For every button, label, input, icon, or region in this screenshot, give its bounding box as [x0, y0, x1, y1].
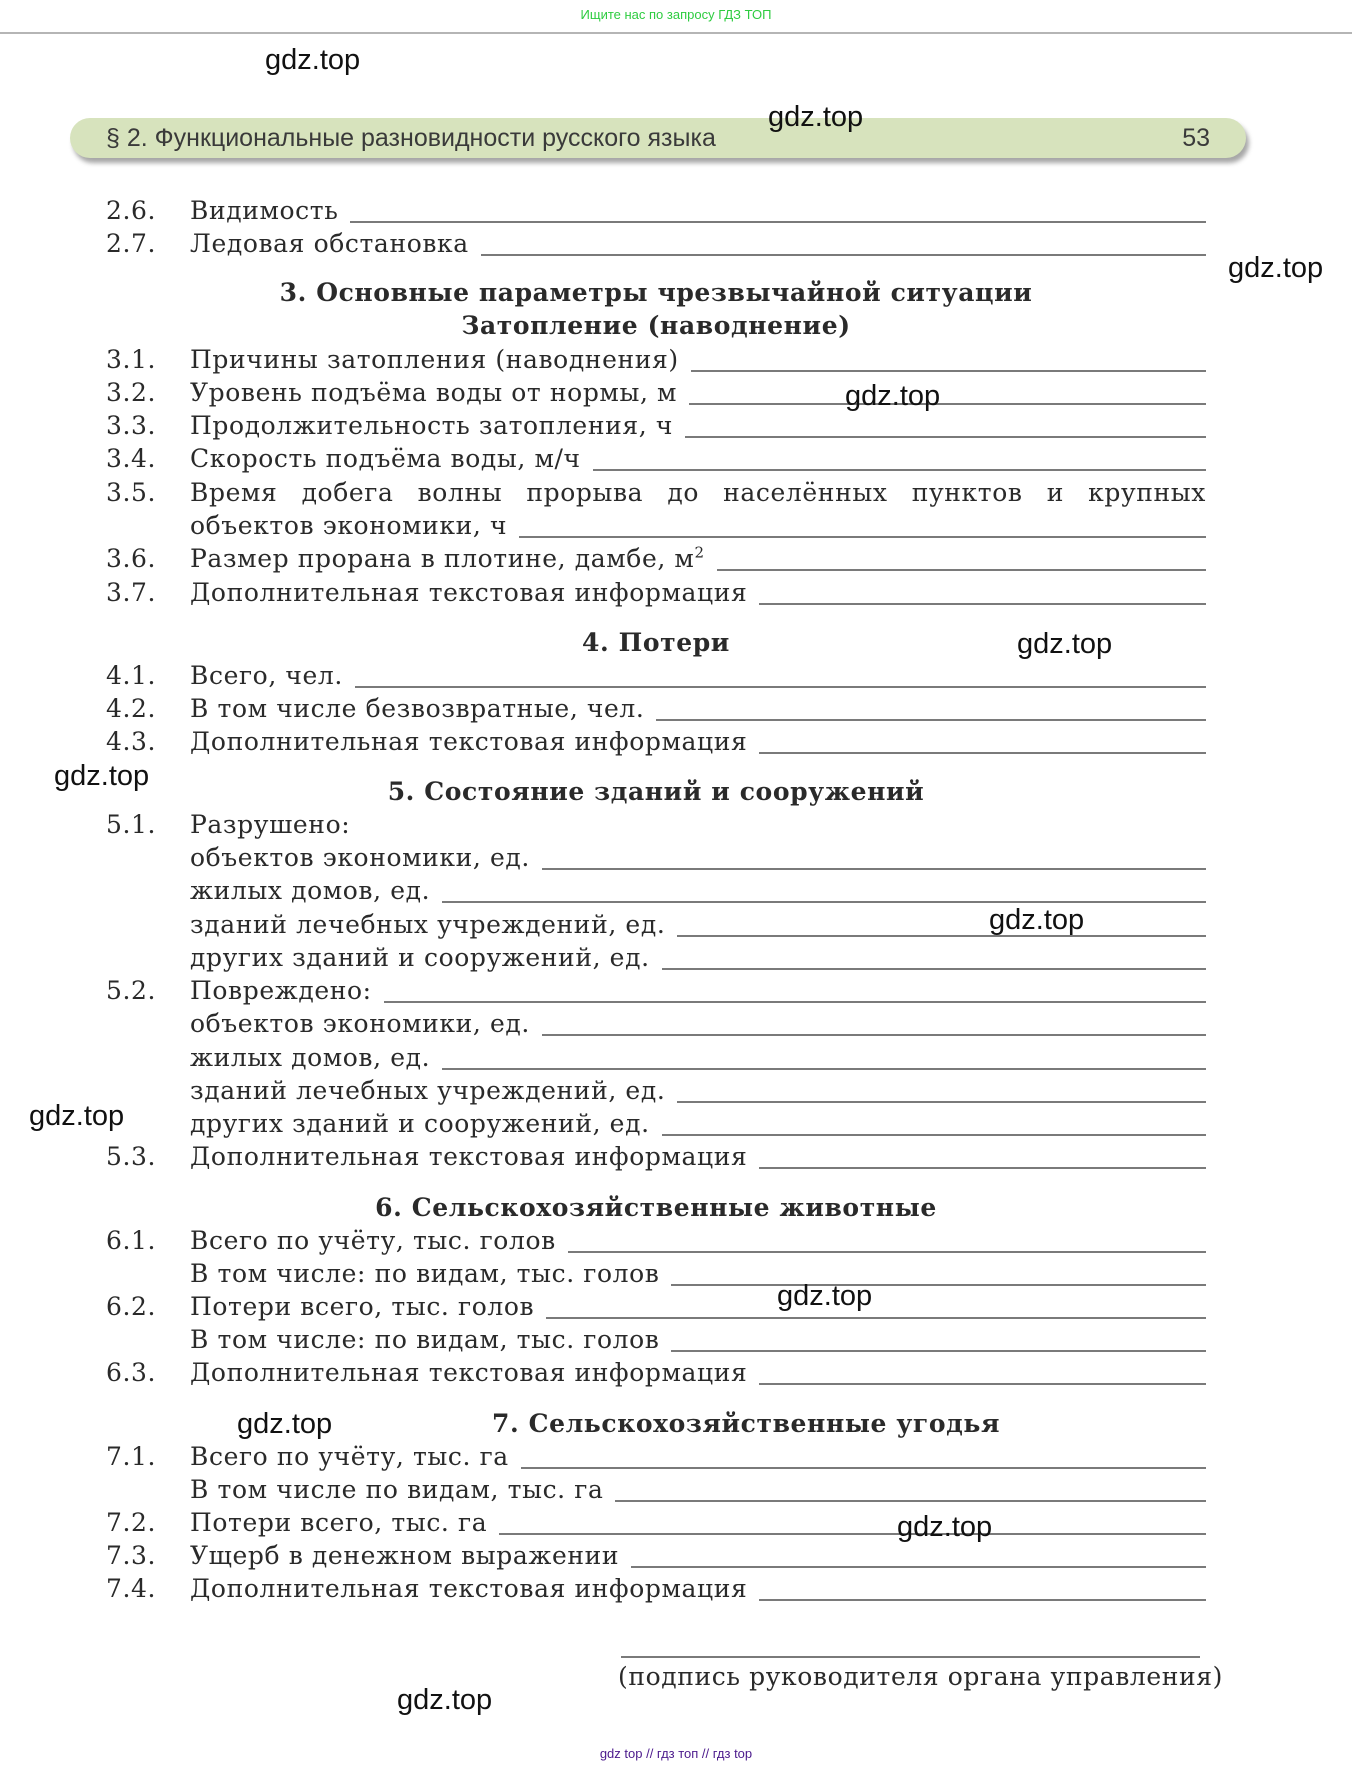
watermark: gdz.top — [1228, 252, 1324, 284]
form-row-6-2 — [106, 1290, 1206, 1323]
top-banner[interactable]: Ищите нас по запросу ГДЗ ТОП — [580, 7, 772, 22]
item-number: 7.2. — [106, 1508, 157, 1537]
item-number: 2.6. — [106, 196, 157, 225]
fill-line[interactable] — [519, 536, 1206, 538]
superscript: 2 — [694, 543, 705, 562]
item-number: 5.3. — [106, 1142, 157, 1171]
item-label: жилых домов, ед. — [190, 1043, 431, 1072]
item-label: объектов экономики, ч — [190, 511, 508, 540]
section-heading-4: 4. Потери — [582, 628, 730, 657]
item-number: 3.2. — [106, 378, 157, 407]
item-label: Дополнительная текстовая информация — [190, 1574, 748, 1603]
section-heading-6: 6. Сельскохозяйственные животные — [375, 1193, 937, 1222]
section-heading-5: 5. Состояние зданий и сооружений — [387, 777, 925, 806]
form-row-5-2-a — [106, 1007, 1206, 1040]
item-label: Всего по учёту, тыс. га — [190, 1442, 509, 1471]
form-row-3-5-cont — [106, 509, 1206, 542]
item-label: объектов экономики, ед. — [190, 843, 530, 872]
form-row-3-7 — [106, 576, 1206, 609]
form-row-7-3 — [106, 1539, 1206, 1572]
fill-line[interactable] — [631, 1566, 1206, 1568]
fill-line[interactable] — [759, 1599, 1206, 1601]
form-row-7-1 — [106, 1440, 1206, 1473]
form-row-4-2 — [106, 692, 1206, 725]
item-label: Потери всего, тыс. га — [190, 1508, 488, 1537]
item-label: Скорость подъёма воды, м/ч — [190, 444, 581, 473]
page-number: 53 — [1182, 124, 1210, 152]
item-number: 7.3. — [106, 1541, 157, 1570]
item-number: 6.2. — [106, 1292, 157, 1321]
form-row-2-6 — [106, 194, 1206, 227]
item-label: Ледовая обстановка — [190, 229, 469, 258]
item-label: других зданий и сооружений, ед. — [190, 1109, 650, 1138]
form-row-5-3 — [106, 1140, 1206, 1173]
section-heading-7: 7. Сельскохозяйственные угодья — [491, 1409, 1001, 1438]
form-row-7-2 — [106, 1506, 1206, 1539]
item-number: 6.1. — [106, 1226, 157, 1255]
item-label: Дополнительная текстовая информация — [190, 1358, 748, 1387]
watermark: gdz.top — [845, 380, 941, 412]
item-label: Причины затопления (наводнения) — [190, 345, 679, 374]
form-row-4-1 — [106, 659, 1206, 692]
form-row-5-1-d — [106, 941, 1206, 974]
form-row-5-2-d — [106, 1107, 1206, 1140]
fill-line[interactable] — [689, 403, 1206, 405]
form-row-3-3 — [106, 409, 1206, 442]
item-label: Время добега волны прорыва до населённых пунктов и крупных — [190, 478, 1206, 507]
form-row-7-4 — [106, 1572, 1206, 1605]
watermark: gdz.top — [768, 101, 864, 133]
watermark: gdz.top — [777, 1280, 873, 1312]
fill-line[interactable] — [442, 901, 1206, 903]
fill-line[interactable] — [568, 1251, 1206, 1253]
item-label: Всего, чел. — [190, 661, 343, 690]
form-row-6-1 — [106, 1224, 1206, 1257]
item-label: зданий лечебных учреждений, ед. — [190, 1076, 666, 1105]
fill-line[interactable] — [759, 1167, 1206, 1169]
item-label: Дополнительная текстовая информация — [190, 578, 748, 607]
fill-line[interactable] — [593, 469, 1206, 471]
watermark: gdz.top — [237, 1408, 333, 1440]
item-number: 4.1. — [106, 661, 157, 690]
item-label: Дополнительная текстовая информация — [190, 727, 748, 756]
item-number: 5.1. — [106, 810, 157, 839]
form-row-2-7 — [106, 227, 1206, 260]
form-row-5-2 — [106, 974, 1206, 1007]
form-row-3-6 — [106, 542, 1206, 575]
fill-line[interactable] — [685, 436, 1206, 438]
fill-line[interactable] — [717, 569, 1206, 571]
item-label — [190, 542, 705, 575]
fill-line[interactable] — [671, 1350, 1206, 1352]
form-row-3-2 — [106, 376, 1206, 412]
item-number: 2.7. — [106, 229, 157, 258]
item-number: 6.3. — [106, 1358, 157, 1387]
form-row-3-1 — [106, 343, 1206, 376]
item-label-text: Размер прорана в плотине, дамбе, м — [190, 544, 695, 573]
item-number: 3.7. — [106, 578, 157, 607]
form-row-6-2-a — [106, 1323, 1206, 1356]
item-label: В том числе: по видам, тыс. голов — [190, 1325, 660, 1354]
form-row-3-4 — [106, 442, 1206, 475]
section-heading-3: 3. Основные параметры чрезвычайной ситуации — [279, 278, 1033, 307]
item-label: Продолжительность затопления, ч — [190, 411, 673, 440]
fill-line[interactable] — [691, 370, 1206, 372]
fill-line[interactable] — [759, 1383, 1206, 1385]
fill-line[interactable] — [499, 1533, 1206, 1535]
fill-line[interactable] — [546, 1317, 1206, 1319]
fill-line[interactable] — [662, 1134, 1206, 1136]
form-row-3-5 — [106, 476, 1206, 509]
fill-line[interactable] — [759, 603, 1206, 605]
form-row-4-3 — [106, 725, 1206, 758]
watermark: gdz.top — [1017, 628, 1113, 660]
form-row-6-3 — [106, 1356, 1206, 1389]
item-number: 5.2. — [106, 976, 157, 1005]
watermark: gdz.top — [54, 760, 150, 792]
item-label: Потери всего, тыс. голов — [190, 1292, 535, 1321]
watermark: gdz.top — [989, 904, 1085, 936]
item-label: других зданий и сооружений, ед. — [190, 943, 650, 972]
item-number: 3.4. — [106, 444, 157, 473]
item-label: Дополнительная текстовая информация — [190, 1142, 748, 1171]
form-row-5-1 — [106, 808, 1206, 841]
form-row-5-1-b — [106, 874, 1206, 907]
item-number: 3.5. — [106, 478, 157, 507]
fill-line[interactable] — [355, 686, 1206, 688]
fill-line[interactable] — [481, 254, 1206, 256]
signature-line[interactable] — [621, 1656, 1200, 1658]
signature-caption: (подпись руководителя органа управления) — [618, 1662, 1223, 1691]
watermark: gdz.top — [397, 1684, 493, 1716]
watermark: gdz.top — [29, 1100, 125, 1132]
section-subheading-3: Затопление (наводнение) — [461, 311, 851, 340]
item-label: В том числе безвозвратные, чел. — [190, 694, 645, 723]
fill-line[interactable] — [677, 935, 1206, 937]
fill-line[interactable] — [384, 1001, 1206, 1003]
fill-line[interactable] — [542, 868, 1206, 870]
item-number: 3.3. — [106, 411, 157, 440]
item-label: Видимость — [190, 196, 339, 225]
item-label: Ущерб в денежном выражении — [190, 1541, 620, 1570]
fill-line[interactable] — [656, 719, 1206, 721]
footer-links[interactable]: gdz top // гдз топ // гдз top — [599, 1746, 753, 1761]
form-row-6-1-a — [106, 1257, 1206, 1290]
item-label: зданий лечебных учреждений, ед. — [190, 910, 666, 939]
item-number: 4.2. — [106, 694, 157, 723]
chapter-title: § 2. Функциональные разновидности русского языка — [106, 124, 716, 152]
form-row-5-2-c — [106, 1074, 1206, 1107]
item-label: Повреждено: — [190, 976, 372, 1005]
form-row-7-1-a — [106, 1473, 1206, 1506]
chapter-header-bar — [70, 118, 1246, 158]
fill-line[interactable] — [521, 1467, 1206, 1469]
form-row-5-1-a — [106, 841, 1206, 874]
item-label: Разрушено: — [190, 810, 351, 839]
item-label: В том числе по видам, тыс. га — [190, 1475, 604, 1504]
item-number: 3.6. — [106, 544, 157, 573]
fill-line[interactable] — [671, 1284, 1206, 1286]
fill-line[interactable] — [442, 1068, 1206, 1070]
item-label: Уровень подъёма воды от нормы, м — [190, 378, 678, 407]
fill-line[interactable] — [677, 1101, 1206, 1103]
watermark: gdz.top — [265, 44, 361, 76]
item-label: В том числе: по видам, тыс. голов — [190, 1259, 660, 1288]
item-number: 7.4. — [106, 1574, 157, 1603]
item-label: жилых домов, ед. — [190, 876, 431, 905]
fill-line[interactable] — [350, 221, 1206, 223]
form-row-5-2-b — [106, 1041, 1206, 1074]
fill-line[interactable] — [662, 968, 1206, 970]
top-divider — [0, 32, 1352, 34]
fill-line[interactable] — [759, 752, 1206, 754]
fill-line[interactable] — [615, 1500, 1206, 1502]
item-label: Всего по учёту, тыс. голов — [190, 1226, 556, 1255]
watermark: gdz.top — [897, 1511, 993, 1543]
item-number: 7.1. — [106, 1442, 157, 1471]
item-number: 4.3. — [106, 727, 157, 756]
fill-line[interactable] — [542, 1034, 1206, 1036]
item-number: 3.1. — [106, 345, 157, 374]
item-label: объектов экономики, ед. — [190, 1009, 530, 1038]
